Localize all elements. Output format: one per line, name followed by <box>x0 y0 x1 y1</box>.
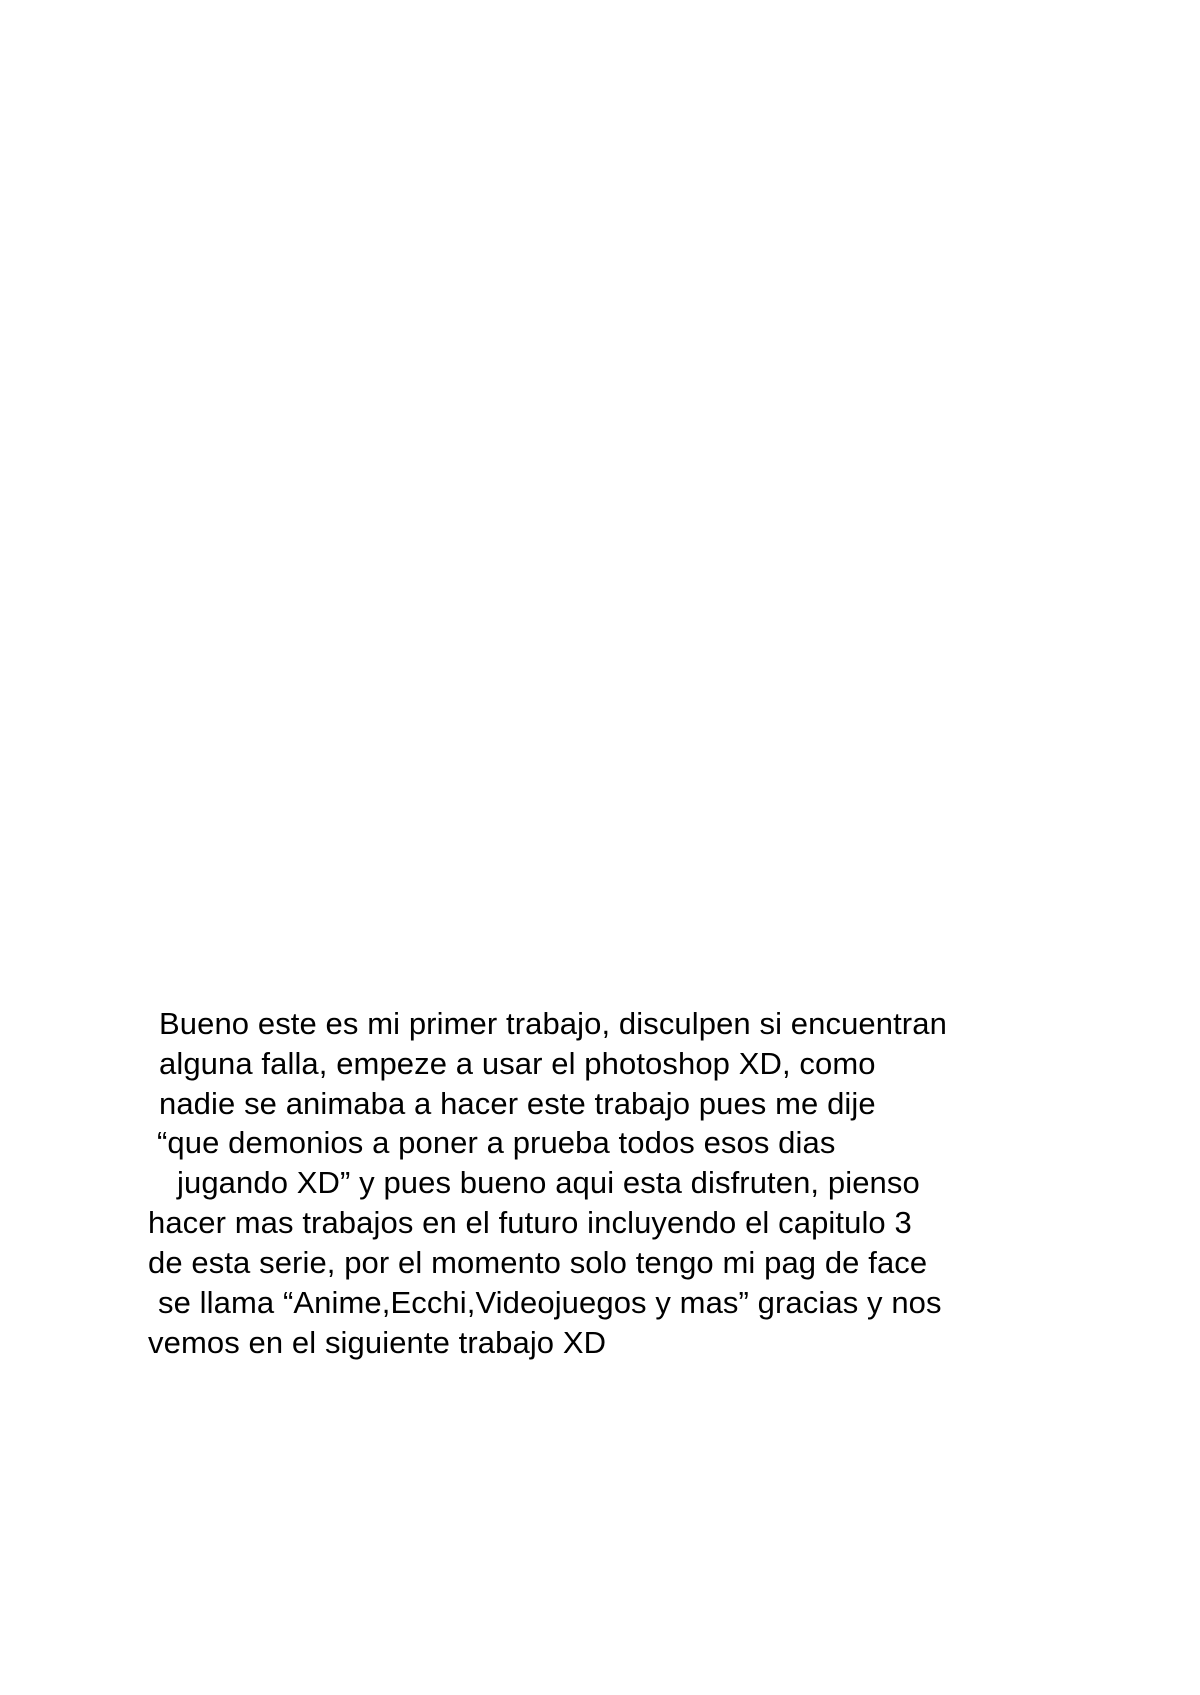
note-line-8: se llama “Anime,Ecchi,Videojuegos y mas” gracias y nos <box>158 1285 942 1320</box>
note-line-2: alguna falla, empeze a usar el photoshop XD, como <box>159 1046 876 1081</box>
note-line-6: hacer mas trabajos en el futuro incluyendo el capitulo 3 <box>148 1205 912 1240</box>
note-line-1: Bueno este es mi primer trabajo, disculpen si encuentran <box>159 1006 947 1041</box>
note-line-3: nadie se animaba a hacer este trabajo pues me dije <box>159 1086 876 1121</box>
note-line-4: “que demonios a poner a prueba todos esos dias <box>157 1125 836 1160</box>
note-line-5: jugando XD” y pues bueno aqui esta disfruten, pienso <box>177 1165 920 1200</box>
note-line-9: vemos en el siguiente trabajo XD <box>148 1325 607 1360</box>
note-line-7: de esta serie, por el momento solo tengo mi pag de face <box>148 1245 928 1280</box>
